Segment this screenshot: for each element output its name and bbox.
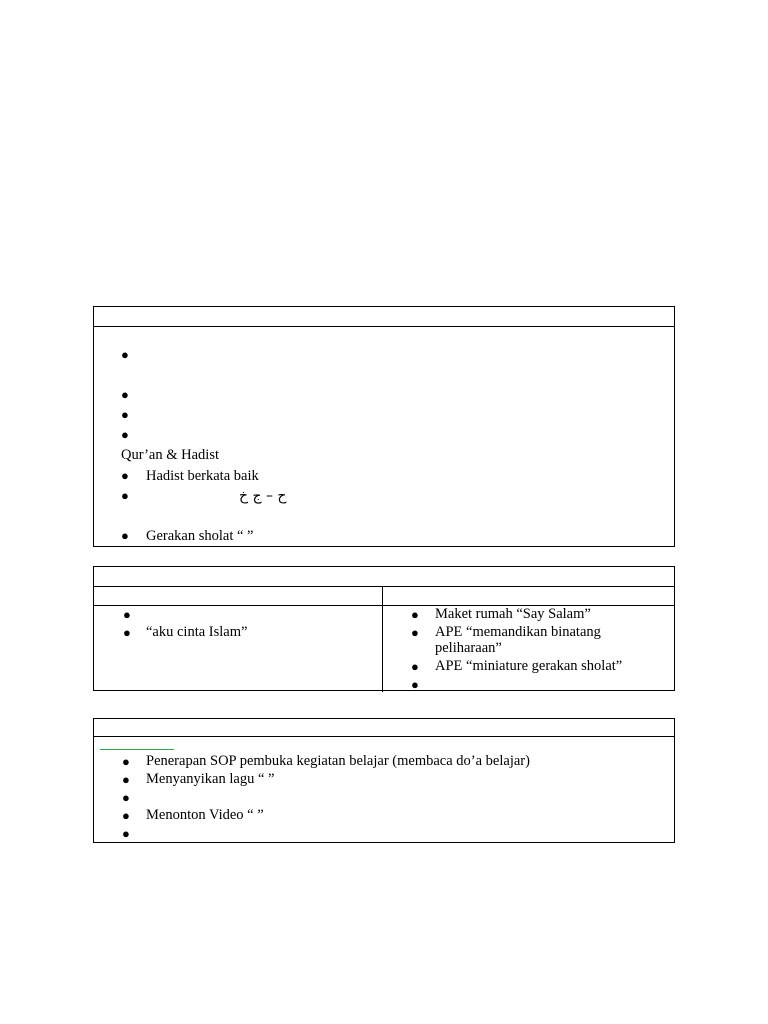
bullet-icon: ● <box>411 677 419 692</box>
subheading-text: Qur’an & Hadist <box>121 447 219 463</box>
bullet-icon: ● <box>123 607 131 622</box>
bullet-icon: ● <box>411 625 419 640</box>
bullet-icon: ● <box>121 407 129 422</box>
bullet-icon: ● <box>121 387 129 402</box>
bullet-icon: ● <box>121 528 129 543</box>
section-2-header <box>94 567 674 587</box>
list-item <box>94 425 674 445</box>
section-3-header <box>94 719 674 737</box>
list-item <box>94 385 674 405</box>
section-2-left-cell: ● ● “aku cinta Islam” <box>94 606 383 692</box>
subheading <box>94 445 674 465</box>
arabic-letters: ح – ج خ <box>239 488 287 504</box>
column-header-right <box>383 587 674 605</box>
bullet-icon: ● <box>121 427 129 442</box>
bullet-icon: ● <box>121 347 129 362</box>
section-1-header <box>94 307 674 327</box>
section-2-column-headers <box>94 587 674 606</box>
bullet-icon: ● <box>122 772 130 787</box>
list-item: ● Gerakan sholat “ ” <box>121 528 254 544</box>
section-1-body <box>94 327 674 546</box>
bullet-icon: ● <box>411 659 419 674</box>
section-1-box <box>93 306 675 547</box>
bullet-icon: ● <box>122 808 130 823</box>
section-2-row <box>94 606 674 692</box>
bullet-icon: ● <box>121 468 129 483</box>
list-item <box>94 345 674 365</box>
section-2-box <box>93 566 675 691</box>
bullet-icon: ● <box>121 488 129 503</box>
list-item <box>94 486 674 506</box>
green-underline <box>100 749 174 750</box>
list-item: ● Hadist berkata baik <box>121 468 259 484</box>
section-3-box: ● Penerapan SOP pembuka kegiatan belajar (membaca do’a belajar) ● Menyanyikan lagu “ ” ● ● Menonton Video “ ” ● <box>93 718 675 843</box>
list-item <box>94 405 674 425</box>
bullet-icon: ● <box>411 607 419 622</box>
section-2-right-cell: ● Maket rumah “Say Salam” ● APE “memandikan binatang peliharaan” ● APE “miniature gerakan sholat” ● <box>411 606 623 692</box>
bullet-icon: ● <box>122 754 130 769</box>
bullet-icon: ● <box>122 826 130 841</box>
bullet-icon: ● <box>123 625 131 640</box>
column-header-left <box>94 587 383 605</box>
bullet-icon: ● <box>122 790 130 805</box>
